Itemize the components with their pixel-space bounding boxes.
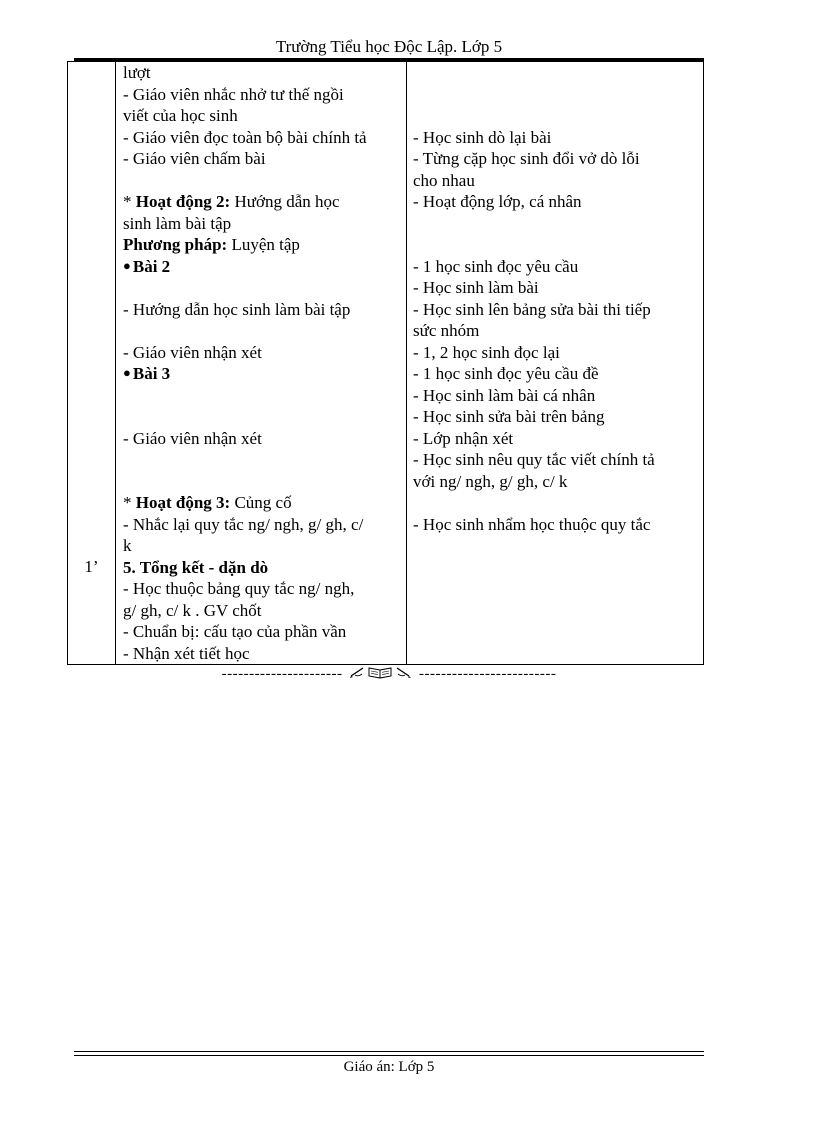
student-activities-column bbox=[407, 62, 704, 665]
student-text: - Lớp nhận xét bbox=[413, 428, 514, 448]
student-text: - Học sinh dò lại bài bbox=[413, 127, 552, 147]
teacher-line bbox=[116, 105, 406, 127]
student-line bbox=[407, 84, 703, 106]
teacher-line bbox=[116, 471, 406, 493]
bullet-icon: ● bbox=[123, 257, 131, 273]
student-text: - Học sinh lên bảng sửa bài thi tiếp bbox=[413, 299, 651, 319]
teacher-line bbox=[116, 256, 406, 278]
student-line bbox=[407, 256, 703, 278]
teacher-text: Phương pháp: bbox=[123, 235, 228, 254]
footer-rule-bottom bbox=[74, 1055, 704, 1056]
student-text: - 1 học sinh đọc yêu cầu đề bbox=[413, 364, 599, 383]
student-line bbox=[407, 449, 703, 471]
teacher-line bbox=[116, 299, 406, 321]
student-line bbox=[407, 643, 703, 665]
teacher-line bbox=[116, 62, 406, 84]
teacher-line bbox=[116, 557, 406, 579]
teacher-text: Củng cố bbox=[230, 493, 292, 512]
student-line bbox=[407, 600, 703, 622]
teacher-line bbox=[116, 385, 406, 407]
teacher-line bbox=[116, 578, 406, 600]
teacher-text: * bbox=[123, 493, 136, 512]
teacher-text: - Giáo viên chấm bài bbox=[123, 149, 266, 168]
student-text: - Học sinh nêu quy tắc viết chính tả bbox=[413, 450, 655, 469]
student-line bbox=[407, 514, 703, 536]
section-separator bbox=[74, 664, 704, 685]
teacher-text: - Giáo viên đọc toàn bộ bài chính tả bbox=[123, 127, 367, 147]
teacher-text: Hướng dẫn học bbox=[230, 192, 340, 211]
student-line bbox=[407, 557, 703, 579]
student-line bbox=[407, 363, 703, 385]
teacher-text: sinh làm bài tập bbox=[123, 213, 232, 233]
student-text: cho nhau bbox=[413, 170, 475, 190]
student-line bbox=[407, 170, 703, 192]
teacher-line bbox=[116, 277, 406, 299]
student-line bbox=[407, 148, 703, 170]
separator-dashes-right: ------------------------- bbox=[419, 666, 557, 682]
teacher-line bbox=[116, 84, 406, 106]
teacher-line bbox=[116, 643, 406, 665]
teacher-line bbox=[116, 234, 406, 256]
teacher-text: Hoạt động 3: bbox=[135, 493, 231, 512]
teacher-line bbox=[116, 600, 406, 622]
student-line bbox=[407, 621, 703, 643]
student-text: - Học sinh làm bài cá nhân bbox=[413, 385, 596, 405]
student-line bbox=[407, 428, 703, 450]
pen-book-pen-icon bbox=[349, 665, 413, 685]
teacher-text: - Hướng dẫn học sinh làm bài tập bbox=[123, 299, 351, 319]
bullet-icon: ● bbox=[123, 365, 131, 380]
teacher-line bbox=[116, 191, 406, 213]
student-text: sức nhóm bbox=[413, 321, 480, 340]
student-line bbox=[407, 62, 703, 84]
teacher-text: g/ gh, c/ k . GV chốt bbox=[123, 600, 262, 620]
time-column bbox=[68, 62, 116, 665]
time-allocation: 1’ bbox=[84, 557, 99, 576]
teacher-line bbox=[116, 449, 406, 471]
teacher-text: Bài 3 bbox=[132, 364, 171, 383]
teacher-line bbox=[116, 170, 406, 192]
student-line bbox=[407, 299, 703, 321]
teacher-line bbox=[116, 213, 406, 235]
student-line bbox=[407, 406, 703, 428]
teacher-text: - Chuẩn bị: cấu tạo của phần vần bbox=[123, 622, 347, 641]
teacher-line bbox=[116, 514, 406, 536]
teacher-text: Luyện tập bbox=[227, 235, 300, 254]
teacher-text: viết của học sinh bbox=[123, 106, 238, 125]
page-header-title: Trường Tiểu học Độc Lập. Lớp 5 bbox=[275, 37, 503, 56]
teacher-line bbox=[116, 148, 406, 170]
student-line bbox=[407, 578, 703, 600]
student-line bbox=[407, 213, 703, 235]
student-line bbox=[407, 105, 703, 127]
student-line bbox=[407, 535, 703, 557]
teacher-line bbox=[116, 406, 406, 428]
teacher-line bbox=[116, 363, 406, 385]
student-text: - Hoạt động lớp, cá nhân bbox=[413, 192, 582, 211]
teacher-text: - Nhắc lại quy tắc ng/ ngh, g/ gh, c/ bbox=[123, 514, 364, 534]
student-text: - 1 học sinh đọc yêu cầu bbox=[413, 256, 579, 276]
student-line bbox=[407, 320, 703, 342]
teacher-line bbox=[116, 621, 406, 643]
teacher-text: - Giáo viên nhắc nhở tư thế ngồi bbox=[123, 84, 344, 104]
student-line bbox=[407, 471, 703, 493]
student-line bbox=[407, 191, 703, 213]
teacher-text: k bbox=[123, 536, 132, 555]
teacher-text: Hoạt động 2: bbox=[135, 192, 231, 211]
teacher-line bbox=[116, 342, 406, 364]
teacher-text: Bài 2 bbox=[132, 256, 171, 276]
teacher-text: lượt bbox=[123, 63, 151, 82]
teacher-text: * bbox=[123, 192, 136, 211]
footer-rule-top bbox=[74, 1051, 704, 1052]
teacher-text: - Giáo viên nhận xét bbox=[123, 342, 262, 362]
teacher-line bbox=[116, 535, 406, 557]
lesson-plan-table bbox=[67, 61, 704, 665]
teacher-text: - Nhận xét tiết học bbox=[123, 643, 250, 663]
teacher-text: 5. Tổng kết - dặn dò bbox=[123, 557, 269, 577]
teacher-activities-column bbox=[116, 62, 407, 665]
student-line bbox=[407, 127, 703, 149]
student-line bbox=[407, 492, 703, 514]
student-line bbox=[407, 385, 703, 407]
student-text: với ng/ ngh, g/ gh, c/ k bbox=[413, 471, 568, 491]
teacher-text: - Học thuộc bảng quy tắc ng/ ngh, bbox=[123, 579, 355, 598]
student-text: - Học sinh làm bài bbox=[413, 278, 539, 297]
teacher-line bbox=[116, 428, 406, 450]
student-text: - Học sinh nhẩm học thuộc quy tắc bbox=[413, 514, 651, 534]
teacher-line bbox=[116, 320, 406, 342]
teacher-text: - Giáo viên nhận xét bbox=[123, 428, 262, 448]
student-line bbox=[407, 234, 703, 256]
student-line bbox=[407, 277, 703, 299]
student-line bbox=[407, 342, 703, 364]
student-text: - Học sinh sửa bài trên bảng bbox=[413, 407, 605, 426]
page-footer: Giáo án: Lớp 5 bbox=[343, 1059, 435, 1075]
separator-dashes-left: ---------------------- bbox=[221, 666, 343, 682]
table-row bbox=[68, 62, 704, 665]
student-text: - Từng cặp học sinh đổi vở dò lỗi bbox=[413, 149, 640, 168]
teacher-line bbox=[116, 127, 406, 149]
teacher-line bbox=[116, 492, 406, 514]
student-text: - 1, 2 học sinh đọc lại bbox=[413, 342, 560, 362]
